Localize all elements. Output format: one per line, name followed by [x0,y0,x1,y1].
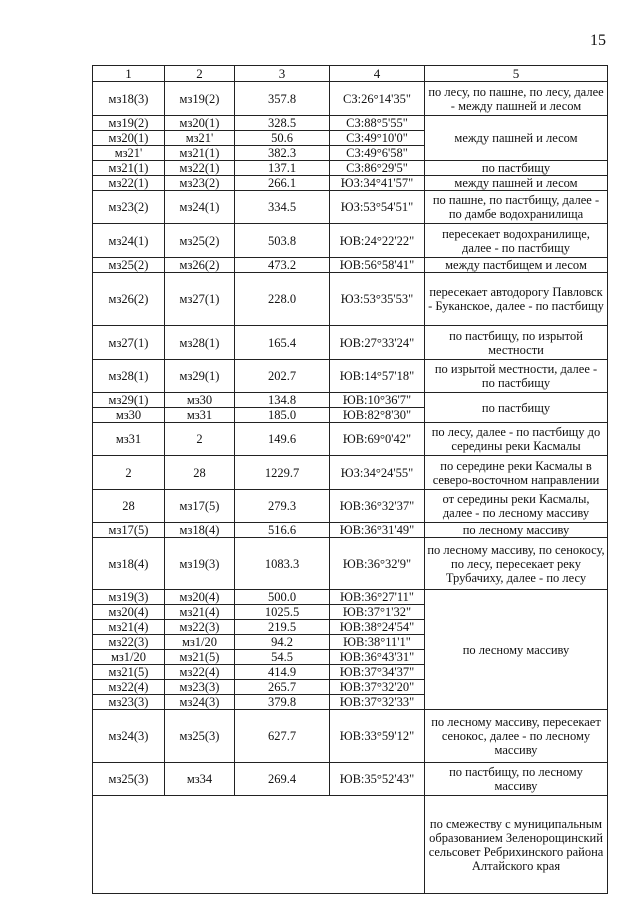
length-cell: 269.4 [235,763,330,796]
length-cell: 266.1 [235,176,330,191]
length-cell: 1025.5 [235,605,330,620]
bearing-cell: ЮВ:37°32'33" [330,695,425,710]
table-row [93,763,608,796]
table-row [93,191,608,224]
header-cell: 3 [235,66,330,82]
length-cell: 137.1 [235,161,330,176]
description-cell: по пастбищу [425,161,608,176]
table-row [93,116,608,131]
to-point-cell: мз18(4) [165,523,235,538]
length-cell: 149.6 [235,423,330,456]
description-cell: между пашней и лесом [425,176,608,191]
bearing-cell: ЮВ:14°57'18" [330,360,425,393]
from-point-cell: мз24(1) [93,224,165,258]
from-point-cell: мз21(5) [93,665,165,680]
length-cell: 473.2 [235,258,330,273]
header-cell: 5 [425,66,608,82]
to-point-cell: 28 [165,456,235,490]
to-point-cell: мз19(2) [165,82,235,116]
length-cell: 334.5 [235,191,330,224]
to-point-cell: мз27(1) [165,273,235,326]
table-row [93,176,608,191]
bearing-cell: ЮЗ:34°24'55" [330,456,425,490]
from-point-cell: мз18(3) [93,82,165,116]
from-point-cell: мз19(2) [93,116,165,131]
bearing-cell: ЮВ:36°27'11" [330,590,425,605]
from-point-cell: мз25(2) [93,258,165,273]
to-point-cell: мз22(4) [165,665,235,680]
to-point-cell: мз24(1) [165,191,235,224]
from-point-cell: мз31 [93,423,165,456]
to-point-cell: мз19(3) [165,538,235,590]
length-cell: 94.2 [235,635,330,650]
to-point-cell: мз21(4) [165,605,235,620]
length-cell: 50.6 [235,131,330,146]
bearing-cell: ЮВ:56°58'41" [330,258,425,273]
description-cell: по изрытой местности, далее - по пастбищу [425,360,608,393]
to-point-cell: мз25(2) [165,224,235,258]
from-point-cell: 28 [93,490,165,523]
description-cell: от середины реки Касмалы, далее - по лесному массиву [425,490,608,523]
to-point-cell: мз1/20 [165,635,235,650]
table-row [93,82,608,116]
header-cell: 4 [330,66,425,82]
bearing-cell: ЮВ:36°31'49" [330,523,425,538]
bearing-cell: ЮЗ:34°41'57" [330,176,425,191]
description-cell: по середине реки Касмалы в северо-восточном направлении [425,456,608,490]
from-point-cell: мз21(4) [93,620,165,635]
table-row [93,490,608,523]
from-point-cell: мз30 [93,408,165,423]
length-cell: 500.0 [235,590,330,605]
to-point-cell: мз17(5) [165,490,235,523]
length-cell: 328.5 [235,116,330,131]
bearing-cell: ЮВ:36°32'37" [330,490,425,523]
to-point-cell: мз23(2) [165,176,235,191]
bearing-cell: ЮЗ:53°54'51" [330,191,425,224]
description-cell: по пашне, по пастбищу, далее - по дамбе водохранилища [425,191,608,224]
table-row [93,393,608,408]
table-row [93,360,608,393]
table-row [93,224,608,258]
to-point-cell: мз34 [165,763,235,796]
from-point-cell: мз24(3) [93,710,165,763]
description-cell: по пастбищу [425,393,608,423]
to-point-cell: мз30 [165,393,235,408]
from-point-cell: мз21' [93,146,165,161]
header-cell: 2 [165,66,235,82]
bearing-cell: СЗ:26°14'35" [330,82,425,116]
from-point-cell: мз21(1) [93,161,165,176]
from-point-cell: мз25(3) [93,763,165,796]
header-cell: 1 [93,66,165,82]
footer-description-cell: по смежеству с муниципальным образованием Зеленорощинский сельсовет Ребрихинского района Алтайского края [425,796,608,894]
bearing-cell: ЮВ:24°22'22" [330,224,425,258]
from-point-cell: мз22(3) [93,635,165,650]
header-row [93,66,608,82]
description-cell: между пастбищем и лесом [425,258,608,273]
to-point-cell: мз21(1) [165,146,235,161]
to-point-cell: мз26(2) [165,258,235,273]
length-cell: 1229.7 [235,456,330,490]
bearing-cell: СЗ:88°5'55" [330,116,425,131]
table-row [93,456,608,490]
to-point-cell: мз21(5) [165,650,235,665]
to-point-cell: мз29(1) [165,360,235,393]
boundary-table [92,65,608,894]
bearing-cell: ЮВ:69°0'42" [330,423,425,456]
bearing-cell: ЮВ:37°32'20" [330,680,425,695]
description-cell: по пастбищу, по изрытой местности [425,326,608,360]
to-point-cell: мз25(3) [165,710,235,763]
length-cell: 382.3 [235,146,330,161]
bearing-cell: ЮВ:36°43'31" [330,650,425,665]
from-point-cell: мз19(3) [93,590,165,605]
bearing-cell: ЮЗ:53°35'53" [330,273,425,326]
length-cell: 414.9 [235,665,330,680]
from-point-cell: мз28(1) [93,360,165,393]
table-row [93,590,608,605]
length-cell: 54.5 [235,650,330,665]
to-point-cell: мз24(3) [165,695,235,710]
length-cell: 202.7 [235,360,330,393]
table-row [93,710,608,763]
from-point-cell: мз23(2) [93,191,165,224]
length-cell: 219.5 [235,620,330,635]
description-cell: по лесному массиву [425,523,608,538]
from-point-cell: мз18(4) [93,538,165,590]
from-point-cell: мз29(1) [93,393,165,408]
description-cell: между пашней и лесом [425,116,608,161]
footer-empty-cell [93,796,425,894]
description-cell: пересекает водохранилище, далее - по пастбищу [425,224,608,258]
description-cell: по лесу, далее - по пастбищу до середины реки Касмалы [425,423,608,456]
from-point-cell: мз1/20 [93,650,165,665]
length-cell: 228.0 [235,273,330,326]
length-cell: 134.8 [235,393,330,408]
bearing-cell: ЮВ:37°34'37" [330,665,425,680]
to-point-cell: 2 [165,423,235,456]
to-point-cell: мз28(1) [165,326,235,360]
bearing-cell: СЗ:49°10'0" [330,131,425,146]
to-point-cell: мз20(1) [165,116,235,131]
from-point-cell: мз20(4) [93,605,165,620]
from-point-cell: мз23(3) [93,695,165,710]
length-cell: 165.4 [235,326,330,360]
to-point-cell: мз22(1) [165,161,235,176]
table-row [93,258,608,273]
footer-row [93,796,608,894]
description-cell: по лесному массиву [425,590,608,710]
bearing-cell: ЮВ:27°33'24" [330,326,425,360]
length-cell: 265.7 [235,680,330,695]
from-point-cell: мз22(4) [93,680,165,695]
from-point-cell: мз27(1) [93,326,165,360]
table-row [93,273,608,326]
description-cell: по лесному массиву, пересекает сенокос, далее - по лесному массиву [425,710,608,763]
table-row [93,326,608,360]
bearing-cell: ЮВ:37°1'32" [330,605,425,620]
to-point-cell: мз23(3) [165,680,235,695]
length-cell: 185.0 [235,408,330,423]
description-cell: по лесу, по пашне, по лесу, далее - между пашней и лесом [425,82,608,116]
page-number: 15 [590,32,606,49]
bearing-cell: ЮВ:38°24'54" [330,620,425,635]
length-cell: 1083.3 [235,538,330,590]
bearing-cell: СЗ:86°29'5" [330,161,425,176]
to-point-cell: мз20(4) [165,590,235,605]
from-point-cell: мз20(1) [93,131,165,146]
bearing-cell: ЮВ:35°52'43" [330,763,425,796]
from-point-cell: мз22(1) [93,176,165,191]
to-point-cell: мз31 [165,408,235,423]
to-point-cell: мз21' [165,131,235,146]
description-cell: пересекает автодорогу Павловск - Буканское, далее - по пастбищу [425,273,608,326]
table-row [93,161,608,176]
length-cell: 503.8 [235,224,330,258]
from-point-cell: мз26(2) [93,273,165,326]
table-row [93,523,608,538]
from-point-cell: мз17(5) [93,523,165,538]
from-point-cell: 2 [93,456,165,490]
length-cell: 357.8 [235,82,330,116]
bearing-cell: ЮВ:33°59'12" [330,710,425,763]
table-row [93,423,608,456]
to-point-cell: мз22(3) [165,620,235,635]
bearing-cell: ЮВ:10°36'7" [330,393,425,408]
length-cell: 279.3 [235,490,330,523]
table-row [93,538,608,590]
description-cell: по пастбищу, по лесному массиву [425,763,608,796]
description-cell: по лесному массиву, по сенокосу, по лесу, пересекает реку Трубачиху, далее - по лесу [425,538,608,590]
bearing-cell: ЮВ:82°8'30" [330,408,425,423]
bearing-cell: ЮВ:38°11'1" [330,635,425,650]
length-cell: 516.6 [235,523,330,538]
bearing-cell: СЗ:49°6'58" [330,146,425,161]
length-cell: 627.7 [235,710,330,763]
length-cell: 379.8 [235,695,330,710]
bearing-cell: ЮВ:36°32'9" [330,538,425,590]
